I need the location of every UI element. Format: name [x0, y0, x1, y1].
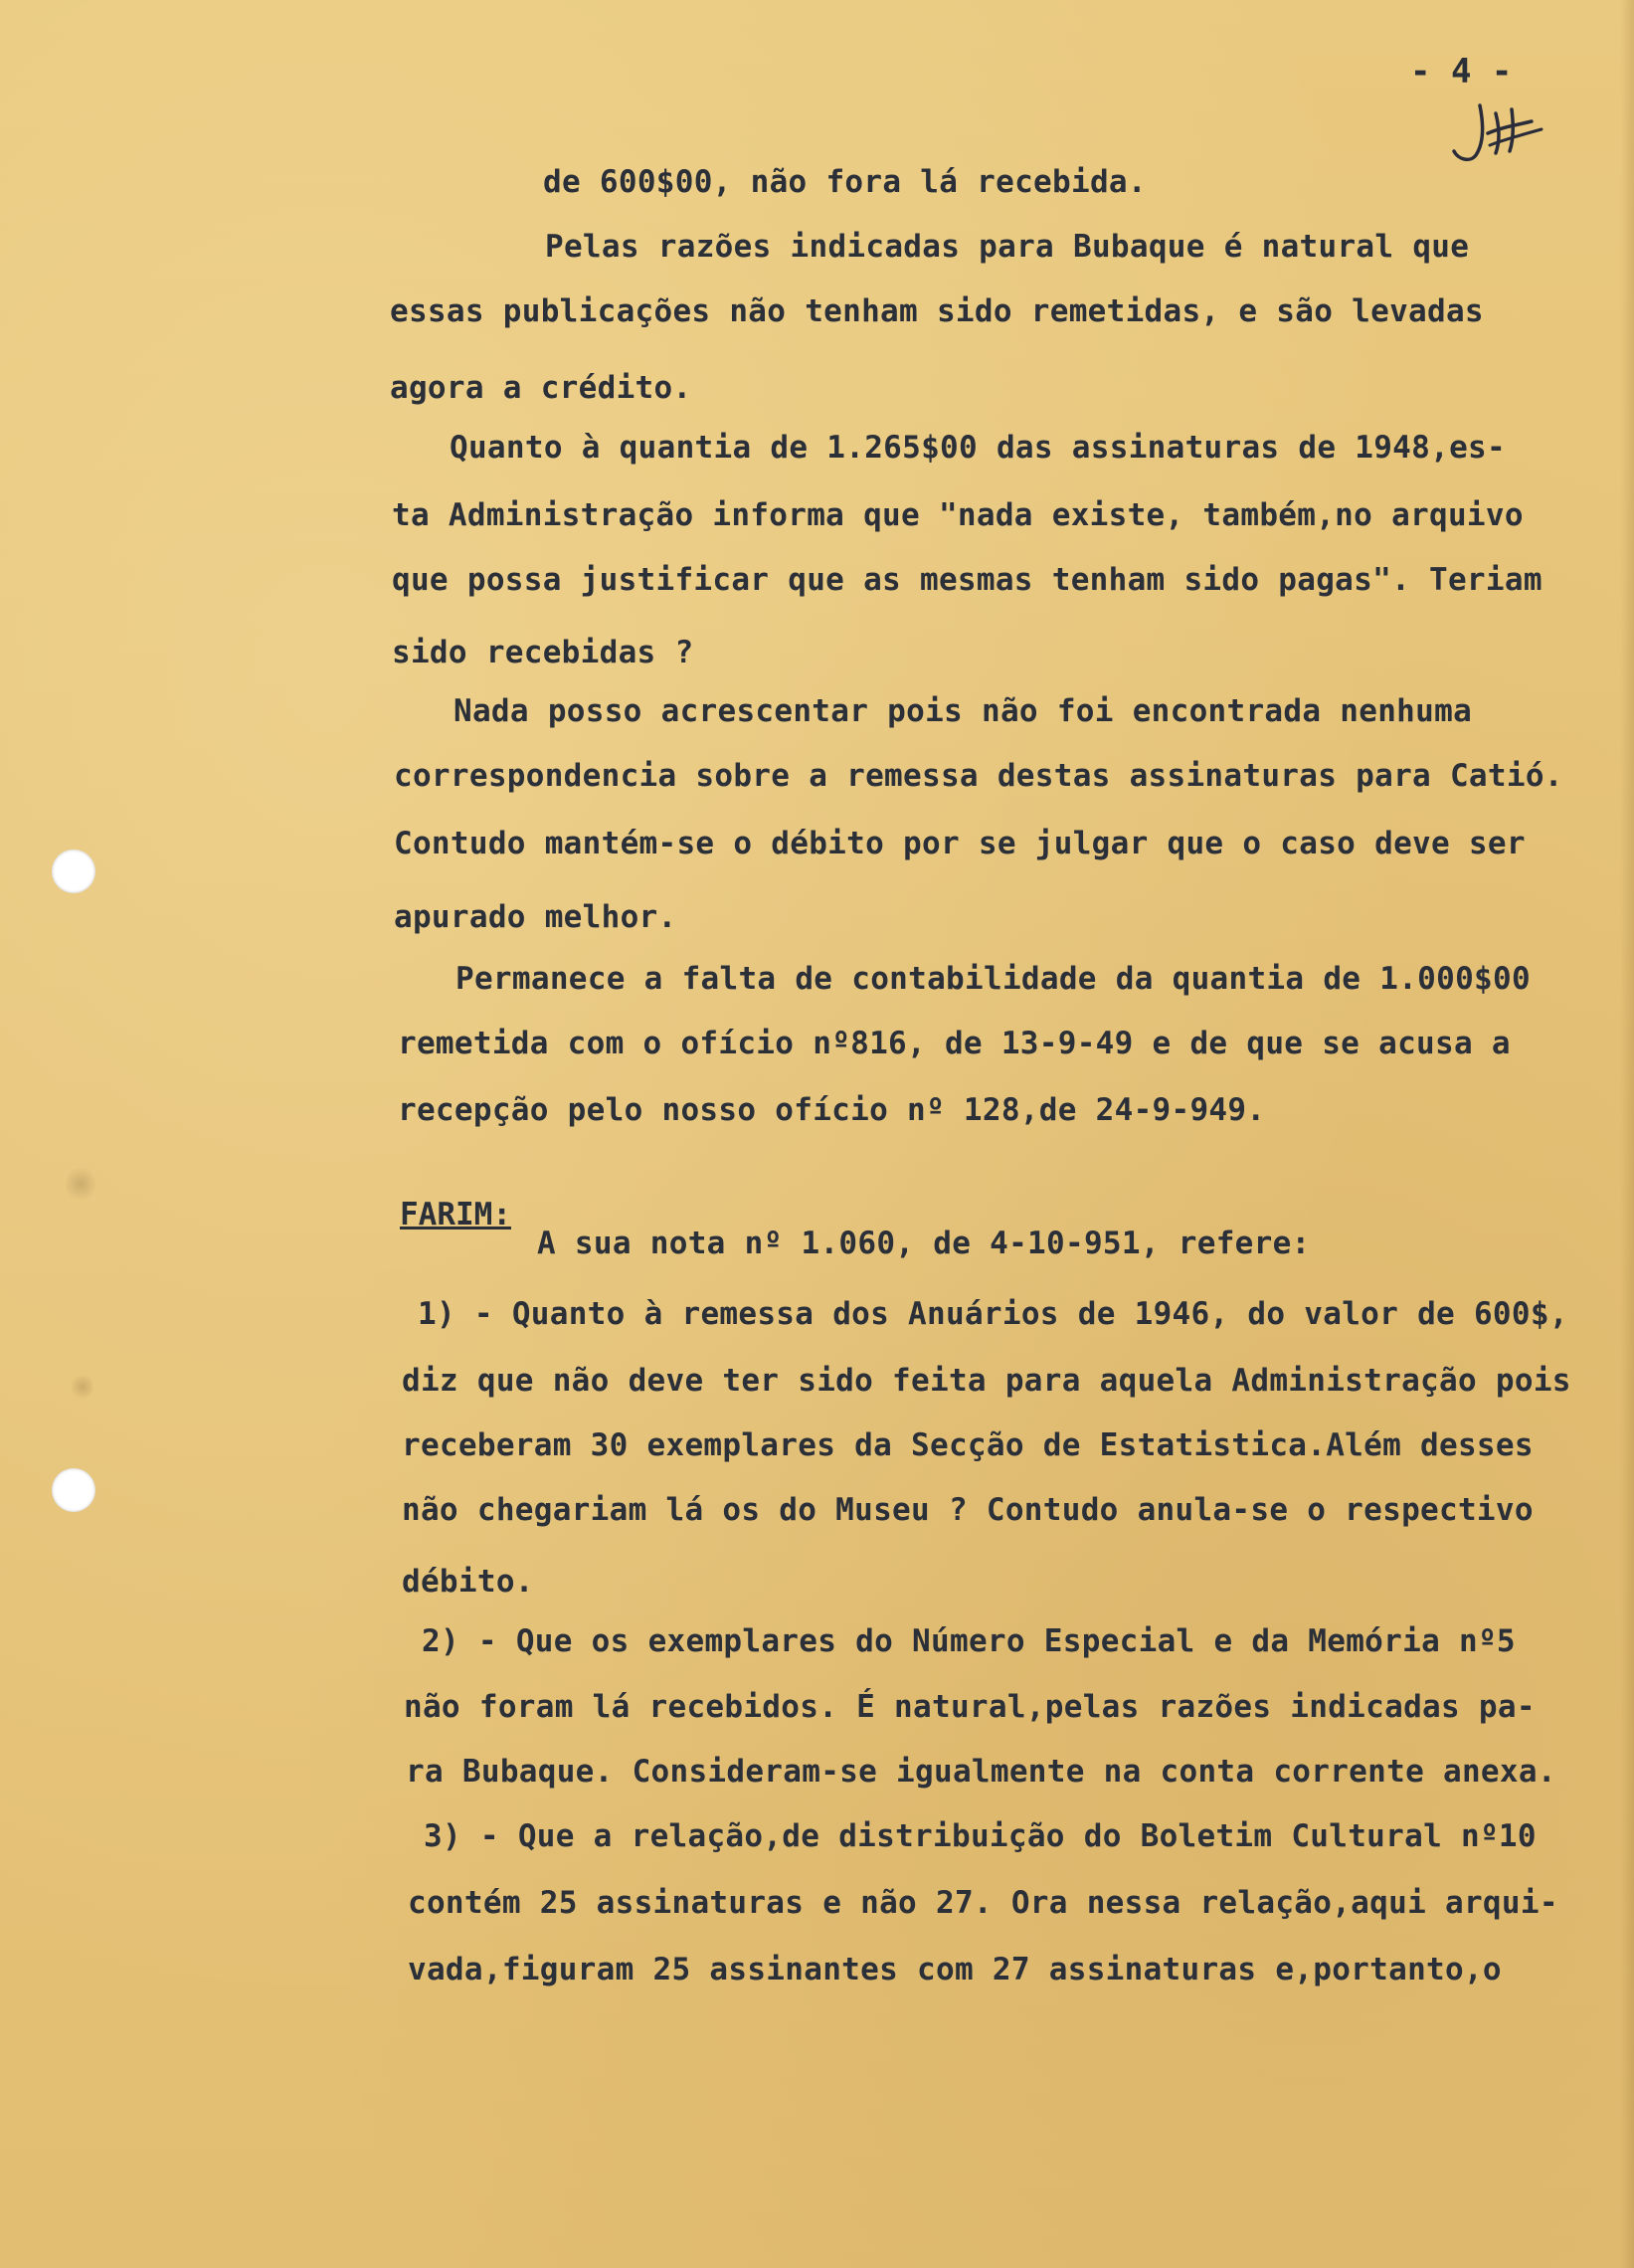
text-line: débito.: [402, 1564, 534, 1600]
section-heading-farim: FARIM:: [400, 1197, 511, 1232]
punch-hole-upper: [52, 850, 95, 893]
text-line: sido recebidas ?: [392, 635, 694, 670]
text-line: Permanece a falta de contabilidade da quantia de 1.000$00: [455, 961, 1531, 997]
text-line: A sua nota nº 1.060, de 4-10-951, refere:: [537, 1226, 1311, 1261]
text-line: Quanto à quantia de 1.265$00 das assinaturas de 1948,es-: [450, 430, 1506, 466]
text-line: ta Administração informa que "nada existe, também,no arquivo: [392, 497, 1524, 533]
list-item-2: 2) - Que os exemplares do Número Especial e da Memória nº5: [422, 1623, 1516, 1659]
text-line: que possa justificar que as mesmas tenham sido pagas". Teriam: [392, 562, 1543, 598]
text-line: vada,figuram 25 assinantes com 27 assinaturas e,portanto,o: [408, 1952, 1502, 1987]
text-line: remetida com o ofício nº816, de 13-9-49 e de que se acusa a: [398, 1026, 1511, 1061]
text-line: essas publicações não tenham sido remetidas, e são levadas: [390, 293, 1484, 329]
paper-edge-shadow: [1620, 0, 1634, 2268]
text-line: receberam 30 exemplares da Secção de Estatistica.Além desses: [402, 1427, 1534, 1463]
text-line: de 600$00, não fora lá recebida.: [543, 164, 1147, 200]
text-line: recepção pelo nosso ofício nº 128,de 24-9-949.: [398, 1092, 1266, 1128]
text-line: diz que não deve ter sido feita para aquela Administração pois: [402, 1363, 1571, 1399]
text-line: contém 25 assinaturas e não 27. Ora nessa relação,aqui arqui-: [408, 1885, 1558, 1921]
handwritten-initials-icon: [1450, 95, 1549, 175]
list-item-1: 1) - Quanto à remessa dos Anuários de 1946, do valor de 600$,: [418, 1296, 1568, 1332]
text-line: agora a crédito.: [390, 370, 692, 406]
text-line: Nada posso acrescentar pois não foi encontrada nenhuma: [454, 693, 1473, 729]
text-line: não chegariam lá os do Museu ? Contudo anula-se o respectivo: [402, 1492, 1534, 1528]
text-line: apurado melhor.: [394, 899, 677, 935]
text-line: Contudo mantém-se o débito por se julgar que o caso deve ser: [394, 826, 1526, 861]
text-line: ra Bubaque. Consideram-se igualmente na conta corrente anexa.: [406, 1754, 1556, 1790]
paper-stain: [66, 1164, 95, 1204]
text-line: correspondencia sobre a remessa destas assinaturas para Catió.: [394, 758, 1563, 794]
text-line: não foram lá recebidos. É natural,pelas razões indicadas pa-: [404, 1689, 1536, 1725]
list-item-3: 3) - Que a relação,de distribuição do Boletim Cultural nº10: [424, 1818, 1537, 1854]
text-line: Pelas razões indicadas para Bubaque é natural que: [545, 229, 1470, 265]
page-number: - 4 -: [1410, 52, 1513, 92]
punch-hole-lower: [52, 1468, 95, 1512]
paper-stain: [72, 1373, 93, 1401]
